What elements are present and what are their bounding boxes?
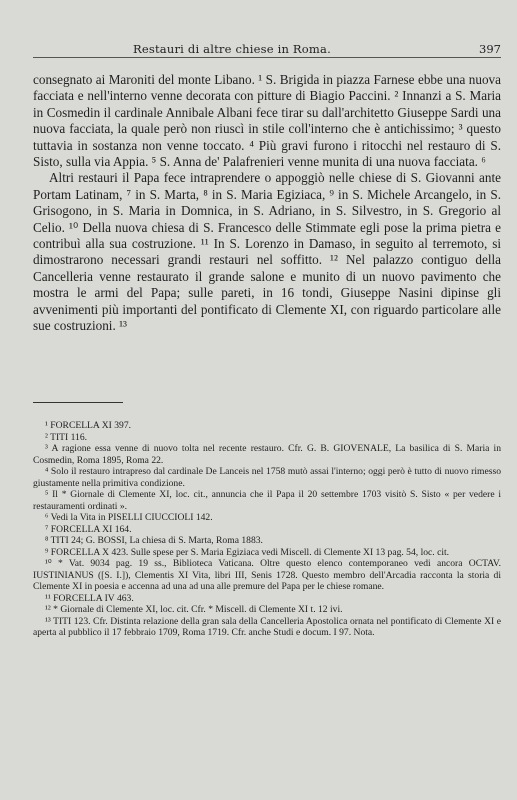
- running-title: Restauri di altre chiese in Roma.: [133, 42, 331, 56]
- footnote: ¹³ TITI 123. Cfr. Distinta relazione della gran sala della Cancelleria Apostolica ornata nel pontificato di Clemente XI e aperta al pubblico il 17 febbraio 1709, Roma 1719. Cfr. anche Studi e docum. I 97. Nota.: [33, 615, 501, 638]
- footnote: ¹ FORCELLA XI 397.: [45, 420, 132, 431]
- main-text: [33, 72, 501, 335]
- footnote: ⁷ FORCELLA XI 164.: [45, 523, 132, 535]
- page-header: [33, 40, 501, 58]
- footnotes: [33, 420, 501, 639]
- footnote: ⁸ TITI 24; G. BOSSI, La chiesa di S. Marta, Roma 1883.: [45, 535, 263, 546]
- footnote: ⁹ FORCELLA X 423. Sulle spese per S. Maria Egiziaca vedi Miscell. di Clemente XI 13 pag. 54, loc. cit.: [45, 546, 450, 558]
- footnote: ⁵ Il * Giornale di Clemente XI, loc. cit., annuncia che il Papa il 20 settembre 1703 visitò S. Sisto « per vedere i restauramenti ordinati ».: [33, 489, 501, 512]
- footnote-separator: [33, 402, 123, 403]
- footnote: ² TITI 116.: [45, 431, 88, 443]
- footnote: ¹¹ FORCELLA IV 463.: [45, 592, 134, 604]
- footnote: ¹⁰ * Vat. 9034 pag. 19 ss., Biblioteca Vaticana. Oltre questo elenco contemporaneo vedi ancora OCTAV. IUSTINIANUS ([S. I.]), Clementis XI Vita, libri III, Senis 1728. Questo membro dell'Arcadia racconta la storia di Clemente XI in poesia e accenna ad una ad una alle premure del Papa per le chiese romane.: [33, 558, 501, 592]
- footnote: ¹² * Giornale di Clemente XI, loc. cit. Cfr. * Miscell. di Clemente XI t. 12 ivi.: [45, 604, 343, 615]
- paragraph: Altri restauri il Papa fece intraprendere o appoggiò nelle chiese di S. Giovanni ante Portam Latinam, ⁷ in S. Marta, ⁸ in S. Maria Egiziaca, ⁹ in S. Michele Arcangelo, in S. Grisogono, in S. Maria in Domnica, in S. Adriano, in S. Silvestro, in S. Gregorio al Celio. ¹⁰ Della nuova chiesa di S. Francesco delle Stimmate egli pose la prima pietra e contribuì alla sua costruzione. ¹¹ In S. Lorenzo in Damaso, in seguito al terremoto, si dimostrarono necessari grandi restauri nel soffitto. ¹² Nel palazzo contiguo della Cancelleria venne restaurato il grande salone e munito di un nuovo pavimento che mostra le armi del Papa; sulle pareti, in 16 tondi, Giuseppe Nasini dipinse gli avvenimenti più importanti del pontificato di Clemente XI, con riguardo particolare alle sue costruzioni. ¹³: [33, 170, 501, 334]
- footnote: ⁶ Vedi la Vita in PISELLI CIUCCIOLI 142.: [45, 512, 213, 523]
- paragraph: consegnato ai Maroniti del monte Libano. ¹ S. Brigida in piazza Farnese ebbe una nuova facciata e nell'interno venne decorata con pitture di Biagio Paccini. ² Innanzi a S. Maria in Cosmedin il cardinale Annibale Albani fece tirar su dall'architetto Giuseppe Sardi una nuova facciata, la quale però non riuscì in stile coll'interno che è antichissimo; ³ questo tuttavia in sostanza non venne toccato. ⁴ Più gravi furono i ritocchi nel restauro di S. Sisto, sulla via Appia. ⁵ S. Anna de' Palafrenieri venne munita di una nuova facciata. ⁶: [33, 72, 501, 170]
- footnote: ⁴ Solo il restauro intrapreso dal cardinale De Lanceis nel 1758 mutò assai l'interno; oggi però è tutto di nuovo rimesso giustamente nella primitiva condizione.: [33, 466, 501, 489]
- footnote: ³ A ragione essa venne di nuovo tolta nel recente restauro. Cfr. G. B. GIOVENALE, La basilica di S. Maria in Cosmedin, Roma 1895, Roma 22.: [33, 443, 501, 466]
- page-number: 397: [479, 42, 501, 56]
